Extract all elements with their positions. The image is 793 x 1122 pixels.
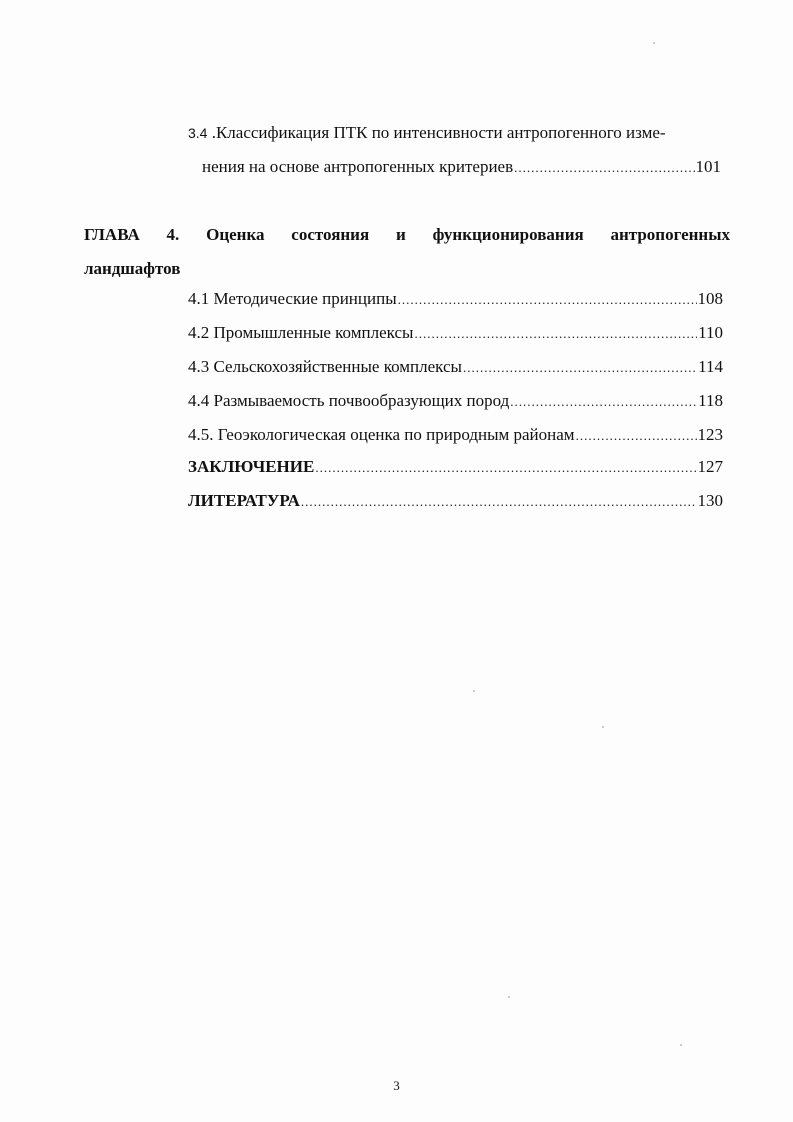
dot-leader xyxy=(315,457,696,479)
dot-leader xyxy=(414,323,697,345)
chapter-4-heading-line1 xyxy=(84,224,730,246)
toc-entry xyxy=(188,322,723,345)
toc-entry-title: 4.1 Методические принципы xyxy=(188,289,397,308)
toc-entry-title: ЗАКЛЮЧЕНИЕ xyxy=(188,457,315,476)
toc-entry-3-4-title-line2: нения на основе антропогенных критериев xyxy=(202,157,514,176)
chapter-heading-word: функционирования xyxy=(432,225,584,244)
toc-page-number: 101 xyxy=(695,157,721,176)
dot-leader xyxy=(398,289,697,311)
toc-page-number: 127 xyxy=(697,457,723,476)
chapter-heading-word: и xyxy=(395,225,406,244)
page-number: 3 xyxy=(393,1078,400,1093)
toc-entry xyxy=(188,456,723,479)
toc-entry-title: 4.2 Промышленные комплексы xyxy=(188,323,414,342)
dot-leader xyxy=(301,491,697,513)
toc-entry-3-4-number: 3.4 xyxy=(188,125,208,141)
toc-page-number: 110 xyxy=(698,323,723,342)
chapter-heading-word: антропогенных xyxy=(610,225,730,244)
scan-speck xyxy=(473,690,475,692)
toc-entry-title: 4.3 Сельскохозяйственные комплексы xyxy=(188,357,462,376)
toc-page-number: 114 xyxy=(698,357,723,376)
toc-entry xyxy=(188,424,723,447)
toc-page-number: 108 xyxy=(697,289,723,308)
chapter-heading-word: ГЛАВА xyxy=(84,225,140,244)
chapter-heading-word: Оценка xyxy=(206,225,265,244)
toc-entry xyxy=(188,356,723,379)
toc-entry xyxy=(188,288,723,311)
toc-entry-title: 4.4 Размываемость почвообразующих пород xyxy=(188,391,510,410)
chapter-4-heading-line2: ландшафтов xyxy=(84,259,181,278)
toc-entry-3-4-title-line1: .Классификация ПТК по интенсивности антропогенного изме- xyxy=(207,123,666,142)
dot-leader xyxy=(510,391,697,413)
toc-entry xyxy=(188,490,723,513)
toc-page-number: 123 xyxy=(697,425,723,444)
scan-speck xyxy=(508,996,510,998)
toc-entry-3-4-line1 xyxy=(188,122,723,144)
scan-speck xyxy=(653,42,655,44)
chapter-heading-word: состояния xyxy=(291,225,370,244)
dot-leader xyxy=(514,157,694,179)
chapter-heading-word: 4. xyxy=(166,225,180,244)
toc-entry-title: 4.5. Геоэкологическая оценка по природным районам xyxy=(188,425,575,444)
toc-entry-title: ЛИТЕРАТУРА xyxy=(188,491,300,510)
scan-speck xyxy=(602,726,604,728)
toc-entry xyxy=(188,390,723,413)
dot-leader xyxy=(463,357,697,379)
toc-entry-3-4-line2 xyxy=(202,156,721,179)
toc-page-number: 130 xyxy=(697,491,723,510)
toc-page-number: 118 xyxy=(698,391,723,410)
dot-leader xyxy=(576,425,697,447)
scan-speck xyxy=(680,1044,682,1046)
